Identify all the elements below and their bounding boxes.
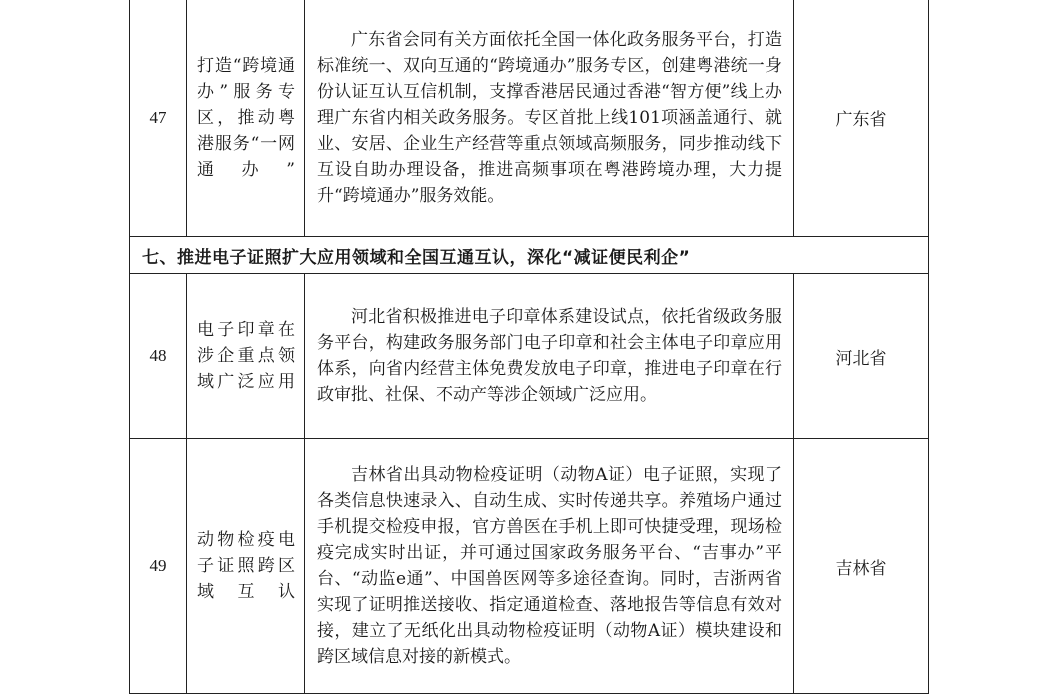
section-heading: 七、推进电子证照扩大应用领域和全国互通互认，深化“减证便民利企” xyxy=(130,237,929,274)
row-number: 49 xyxy=(130,439,187,694)
section-row xyxy=(130,237,929,274)
case-title: 打造“跨境通办”服务专区，推动粤港服务“一网通办” xyxy=(197,55,295,180)
case-title: 动物检疫电子证照跨区域互认 xyxy=(197,530,295,602)
case-title: 电子印章在涉企重点领域广泛应用 xyxy=(197,320,295,392)
row-number: 48 xyxy=(130,274,187,439)
row-number: 47 xyxy=(130,0,187,237)
case-description: 吉林省出具动物检疫证明（动物A证）电子证照，实现了各类信息快速录入、自动生成、实时传递共享。养殖场户通过手机提交检疫申报，官方兽医在手机上即可快捷受理，现场检疫完成实时出证，并可通过国家政务服务平台、“吉事办”平台、“动监e通”、中国兽医网等多途径查询。同时，吉浙两省实现了证明推送接收、指定通道检查、落地报告等信息有效对接，建立了无纸化出具动物检疫证明（动物A证）模块建设和跨区域信息对接的新模式。 xyxy=(317,465,782,667)
cases-table xyxy=(129,0,929,694)
case-province: 河北省 xyxy=(794,274,929,439)
table-row xyxy=(130,0,929,237)
case-description: 广东省会同有关方面依托全国一体化政务服务平台，打造标准统一、双向互通的“跨境通办”服务专区，创建粤港统一身份认证互认互信机制，支撑香港居民通过香港“智方便”线上办理广东省内相关政务服务。专区首批上线101项涵盖通行、就业、安居、企业生产经营等重点领域高频服务，同步推动线下互设自助办理设备，推进高频事项在粤港跨境办理，大力提升“跨境通办”服务效能。 xyxy=(317,29,782,206)
case-province: 吉林省 xyxy=(794,439,929,694)
table-row xyxy=(130,274,929,439)
case-description: 河北省积极推进电子印章体系建设试点，依托省级政务服务平台，构建政务服务部门电子印章和社会主体电子印章应用体系，向省内经营主体免费发放电子印章，推进电子印章在行政审批、社保、不动产等涉企领域广泛应用。 xyxy=(317,307,782,405)
table-row xyxy=(130,439,929,694)
case-province: 广东省 xyxy=(794,0,929,237)
